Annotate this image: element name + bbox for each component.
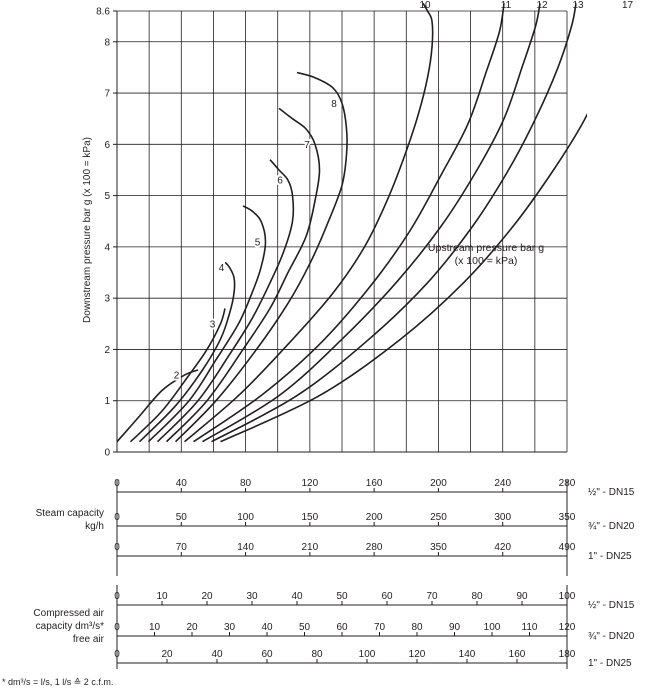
air-dn25-tick-label: 80 xyxy=(311,649,323,660)
air-dn20-tick-label: 120 xyxy=(558,622,576,633)
air-dn20-tick-label: 40 xyxy=(261,622,273,633)
steam-dn15-tick-label: 160 xyxy=(365,478,383,489)
air-dn20-tick-label: 20 xyxy=(186,622,198,633)
steam-dn15-tick-label: 0 xyxy=(114,478,120,489)
air-dn25-tick-label: 20 xyxy=(161,649,173,660)
y-axis-title-group xyxy=(82,137,93,323)
steam-dn20-tick-label: 300 xyxy=(494,512,512,523)
curve-label-11: 11 xyxy=(500,0,512,11)
air-dn25-tick-label: 40 xyxy=(211,649,223,660)
air-capacity-title-line-2: capacity dm³/s* xyxy=(35,621,104,632)
curve-label-2: 2 xyxy=(173,370,180,382)
steam-dn20-tick-label: 250 xyxy=(430,512,447,523)
y-tick-label: 8 xyxy=(104,37,110,49)
air-dn20-tick-label: 0 xyxy=(114,622,120,633)
air-dn15-tick-label: 60 xyxy=(381,591,393,602)
air-dn20-tick-label: 70 xyxy=(373,622,386,633)
air-dn15-tick-label: 20 xyxy=(201,591,213,602)
curve-label-7: 7 xyxy=(304,139,310,151)
steam-dn25-tick-label: 280 xyxy=(365,542,383,553)
steam-dn20-tick-label: 0 xyxy=(114,512,120,523)
air-dn25-tick-label: 160 xyxy=(508,649,526,660)
steam-dn25-tick-label: 490 xyxy=(558,542,576,553)
steam-dn25-tick-label: 140 xyxy=(237,542,254,553)
steam-dn15-tick-label: 280 xyxy=(558,478,576,489)
steam-capacity-title-line-1: Steam capacity xyxy=(35,508,104,519)
curve-label-5: 5 xyxy=(254,237,261,249)
air-dn20-tick-label: 110 xyxy=(521,622,538,633)
curve-label-17: 17 xyxy=(621,0,634,11)
air-dn25-tick-label: 100 xyxy=(358,649,376,660)
steam-capacity-title-line-2: kg/h xyxy=(85,521,104,532)
curve-label-12: 12 xyxy=(536,0,548,11)
steam-dn15-tick-label: 240 xyxy=(494,478,512,489)
curve-label-13: 13 xyxy=(572,0,584,11)
air-dn20-tick-label: 10 xyxy=(148,622,161,633)
curve-8 xyxy=(173,73,348,442)
air-dn25-size-label: 1" - DN25 xyxy=(588,658,632,669)
y-tick-label: 0 xyxy=(104,447,110,459)
air-dn25-tick-label: 120 xyxy=(408,649,426,660)
air-dn25-tick-label: 140 xyxy=(458,649,476,660)
air-dn15-size-label: ½" - DN15 xyxy=(588,600,635,611)
steam-dn15-tick-label: 120 xyxy=(301,478,319,489)
curve-label-8: 8 xyxy=(331,98,337,110)
upstream-pressure-label: Upstream pressure bar g xyxy=(427,242,545,254)
curve-label-3: 3 xyxy=(209,319,216,331)
air-dn15-tick-label: 30 xyxy=(246,591,258,602)
air-dn20-size-label: ¾" - DN20 xyxy=(588,631,635,642)
air-capacity-title-line-3: free air xyxy=(72,634,104,645)
steam-dn25-tick-label: 210 xyxy=(301,542,319,553)
y-tick-label: 2 xyxy=(104,344,110,356)
steam-dn15-size-label: ½" - DN15 xyxy=(588,487,635,498)
steam-dn20-tick-label: 50 xyxy=(175,512,187,523)
air-dn25-tick-label: 180 xyxy=(558,649,576,660)
y-tick-label: 3 xyxy=(104,293,110,305)
air-dn15-tick-label: 50 xyxy=(336,591,348,602)
steam-dn20-tick-label: 150 xyxy=(301,512,319,523)
steam-dn25-tick-label: 420 xyxy=(494,542,512,553)
curve-11 xyxy=(194,3,505,441)
curve-label-4: 4 xyxy=(218,262,225,274)
steam-dn25-tick-label: 350 xyxy=(430,542,447,553)
steam-dn25-tick-label: 70 xyxy=(175,542,187,553)
y-tick-label: 6 xyxy=(104,139,110,151)
air-capacity-title-line-1: Compressed air xyxy=(33,608,104,619)
steam-dn20-tick-label: 350 xyxy=(558,512,576,523)
y-tick-label: 7 xyxy=(104,88,110,100)
curve-17 xyxy=(218,3,626,441)
steam-dn15-tick-label: 200 xyxy=(430,478,447,489)
air-dn20-tick-label: 80 xyxy=(411,622,423,633)
steam-dn25-size-label: 1" - DN25 xyxy=(588,551,632,562)
curve-label-10: 10 xyxy=(419,0,431,11)
air-dn25-tick-label: 60 xyxy=(261,649,273,660)
air-dn20-tick-label: 100 xyxy=(483,622,501,633)
air-dn15-tick-label: 0 xyxy=(114,591,120,602)
y-tick-label-top: 8.6 xyxy=(96,6,110,18)
air-dn15-tick-label: 10 xyxy=(156,591,168,602)
air-dn15-tick-label: 80 xyxy=(471,591,483,602)
curve-label-6: 6 xyxy=(277,175,283,187)
steam-dn20-tick-label: 200 xyxy=(365,512,383,523)
steam-dn15-tick-label: 40 xyxy=(175,478,187,489)
air-dn20-tick-label: 60 xyxy=(336,622,348,633)
air-dn15-tick-label: 70 xyxy=(426,591,438,602)
y-tick-label: 4 xyxy=(104,242,110,254)
curve-12 xyxy=(203,3,541,441)
y-axis-title: Downstream pressure bar g (x 100 = kPa) xyxy=(82,137,93,323)
steam-dn15-tick-label: 80 xyxy=(240,478,252,489)
air-dn15-tick-label: 100 xyxy=(558,591,576,602)
air-dn20-tick-label: 30 xyxy=(223,622,236,633)
steam-dn20-tick-label: 100 xyxy=(237,512,254,523)
y-tick-label: 1 xyxy=(104,396,110,408)
curve-10 xyxy=(185,3,433,441)
y-tick-label: 5 xyxy=(104,191,110,203)
steam-dn20-size-label: ¾" - DN20 xyxy=(588,521,635,532)
footnote: * dm³/s = l/s, 1 l/s ≙ 2 c.f.m. xyxy=(2,677,114,687)
upstream-pressure-unit: (x 100 = kPa) xyxy=(454,255,518,267)
air-dn15-tick-label: 40 xyxy=(291,591,303,602)
steam-dn25-tick-label: 0 xyxy=(114,542,120,553)
air-dn15-tick-label: 90 xyxy=(516,591,528,602)
air-dn20-tick-label: 50 xyxy=(298,622,311,633)
air-dn25-tick-label: 0 xyxy=(114,649,120,660)
air-dn20-tick-label: 90 xyxy=(448,622,461,633)
